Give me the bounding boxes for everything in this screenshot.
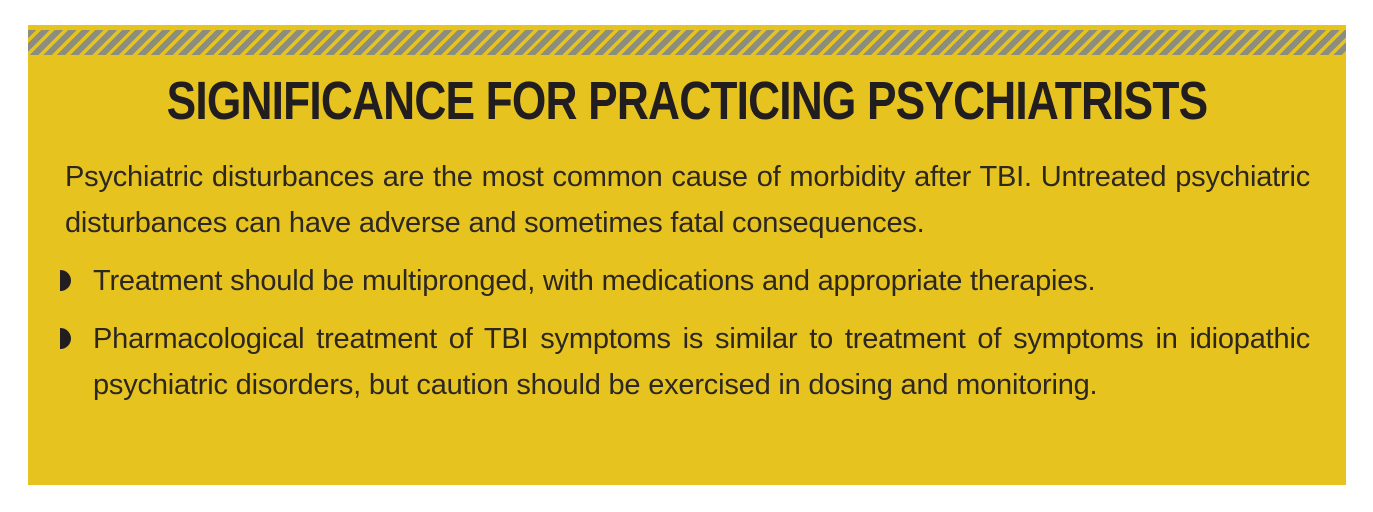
bullet-text: Pharmacological treatment of TBI symptoms is similar to treatment of symptoms in idiopathic psychiatric disorders, but caution should be exercised in dosing and monitoring. (93, 322, 1310, 401)
hatch-border (28, 30, 1346, 55)
list-item (60, 258, 1310, 304)
bullet-icon (60, 328, 71, 349)
callout-title: SIGNIFICANCE FOR PRACTICING PSYCHIATRISTS (166, 71, 1208, 131)
list-item (60, 316, 1310, 408)
intro-paragraph: Psychiatric disturbances are the most common cause of morbidity after TBI. Untreated psychiatric disturbances can have adverse and sometimes fatal consequences. (65, 160, 1310, 239)
callout-box (28, 25, 1346, 485)
bullet-text: Treatment should be multipronged, with medications and appropriate therapies. (93, 264, 1096, 297)
bullet-icon (60, 270, 71, 291)
